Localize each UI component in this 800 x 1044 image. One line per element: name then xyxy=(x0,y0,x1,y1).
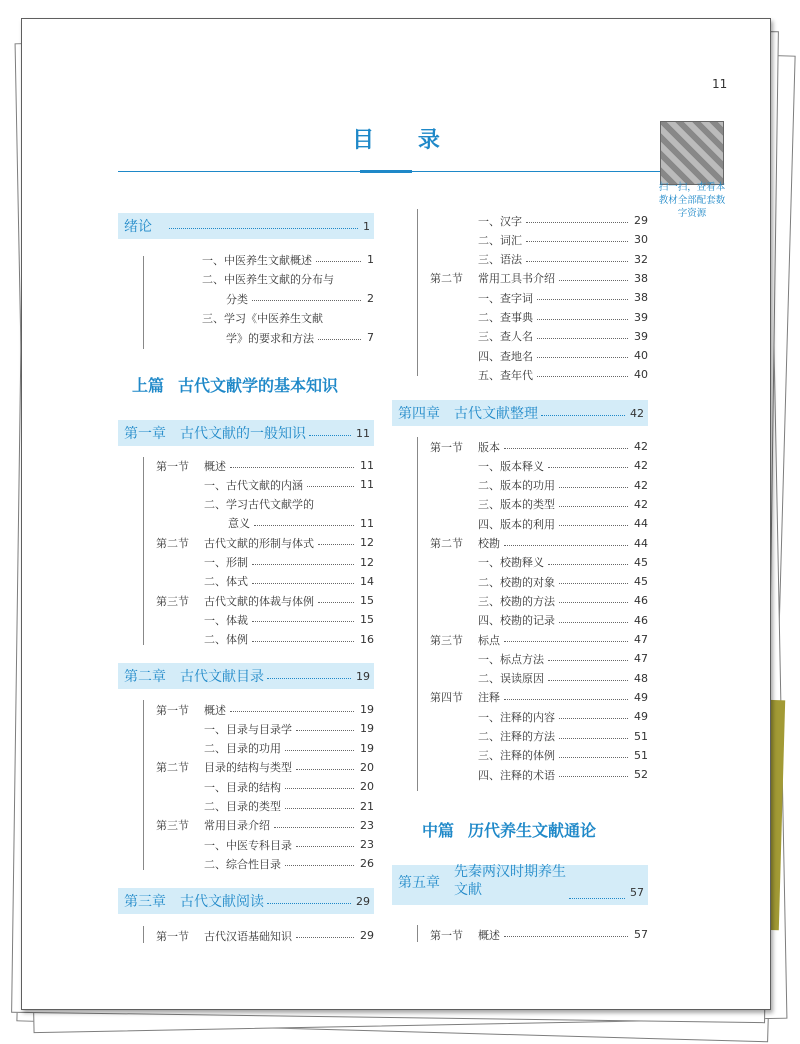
toc-entry[interactable] xyxy=(430,553,648,572)
entry-page: 48 xyxy=(634,671,648,685)
entry-title: 二、体例 xyxy=(204,633,248,647)
chapter-5-title-line1: 先秦两汉时期养生 xyxy=(454,864,566,880)
entry-page: 19 xyxy=(360,703,374,716)
entry-title: 标点 xyxy=(478,633,500,647)
part-2-label: 中篇 xyxy=(422,821,455,840)
leader-dots xyxy=(504,545,628,546)
toc-entry[interactable] xyxy=(430,727,648,746)
chapter-2-page: 19 xyxy=(356,669,370,683)
leader-dots xyxy=(316,261,361,262)
toc-entry[interactable] xyxy=(202,309,374,328)
toc-entry[interactable] xyxy=(430,649,648,668)
entry-page: 16 xyxy=(360,632,374,646)
toc-entry[interactable] xyxy=(156,816,374,835)
entry-page: 12 xyxy=(360,555,374,569)
leader-dots xyxy=(548,467,628,468)
entry-page: 11 xyxy=(360,478,374,492)
toc-entry[interactable] xyxy=(156,719,374,738)
leader-dots xyxy=(559,583,628,584)
entry-page: 46 xyxy=(634,594,648,608)
toc-entry[interactable] xyxy=(430,630,648,649)
entry-title: 常用目录介绍 xyxy=(204,819,270,833)
section-number: 第三节 xyxy=(156,819,189,833)
entry-title: 一、目录的结构 xyxy=(204,780,281,794)
toc-page xyxy=(21,18,771,1010)
chapter-5-number: 第五章 xyxy=(398,875,440,891)
entry-page: 47 xyxy=(634,633,648,646)
entry-page: 38 xyxy=(634,271,648,285)
toc-entry[interactable] xyxy=(202,250,374,269)
entry-title: 三、校勘的方法 xyxy=(478,594,555,608)
entry-page: 20 xyxy=(360,760,374,774)
part-2-heading xyxy=(422,818,596,841)
intro-bar xyxy=(143,256,144,349)
entry-page: 29 xyxy=(360,929,374,942)
toc-entry[interactable] xyxy=(430,495,648,514)
section-number: 第一节 xyxy=(156,459,189,473)
chapter-2-heading[interactable] xyxy=(118,663,374,689)
entry-title: 分类 xyxy=(226,292,248,306)
entry-title: 二、误读原因 xyxy=(478,672,544,686)
part-1-heading xyxy=(132,373,338,396)
entry-page: 21 xyxy=(360,799,374,813)
entry-title: 一、古代文献的内涵 xyxy=(204,478,303,492)
leader-dots xyxy=(169,228,358,229)
leader-dots xyxy=(267,903,351,904)
leader-dots xyxy=(285,808,354,809)
chapter-5-title-line2: 文献 xyxy=(454,882,482,898)
section-number: 第一节 xyxy=(430,928,463,942)
chapter-2-bar xyxy=(143,700,144,870)
leader-dots xyxy=(318,602,354,603)
toc-entry[interactable] xyxy=(156,495,374,514)
leader-dots xyxy=(537,319,628,320)
toc-entry[interactable] xyxy=(430,365,648,384)
leader-dots xyxy=(252,564,354,565)
leader-dots xyxy=(559,602,628,603)
leader-dots xyxy=(569,898,625,899)
toc-entry[interactable] xyxy=(202,270,374,289)
part-1-label: 上篇 xyxy=(132,376,165,395)
entry-title: 一、注释的内容 xyxy=(478,710,555,724)
leader-dots xyxy=(296,730,354,731)
toc-entry[interactable] xyxy=(430,534,648,553)
entry-title: 古代文献的体裁与体例 xyxy=(204,594,314,608)
entry-page: 11 xyxy=(360,459,374,472)
entry-page: 47 xyxy=(634,652,648,666)
leader-dots xyxy=(252,300,361,301)
entry-title: 二、学习古代文献学的 xyxy=(204,498,314,512)
entry-title: 版本 xyxy=(478,440,500,454)
entry-page: 32 xyxy=(634,252,648,266)
leader-dots xyxy=(541,415,625,416)
leader-dots xyxy=(252,621,354,622)
toc-entry[interactable] xyxy=(430,269,648,288)
entry-page: 20 xyxy=(360,780,374,794)
entry-title: 一、标点方法 xyxy=(478,652,544,666)
entry-title: 概述 xyxy=(204,459,226,473)
leader-dots xyxy=(559,487,628,488)
toc-entry[interactable] xyxy=(430,611,648,630)
entry-page: 51 xyxy=(634,748,648,762)
qr-caption: 扫一扫，查看本教材全部配套数字资源 xyxy=(658,182,726,219)
entry-title: 一、中医养生文献概述 xyxy=(202,253,312,267)
toc-entry[interactable] xyxy=(156,533,374,552)
leader-dots xyxy=(548,680,628,681)
toc-entry[interactable] xyxy=(156,591,374,610)
entry-page: 46 xyxy=(634,613,648,627)
leader-dots xyxy=(504,936,628,937)
entry-title: 一、目录与目录学 xyxy=(204,722,292,736)
entry-title: 二、中医养生文献的分布与 xyxy=(202,273,334,286)
toc-entry[interactable] xyxy=(430,707,648,726)
toc-entry[interactable] xyxy=(430,288,648,307)
entry-page: 42 xyxy=(634,478,648,492)
chapter-1-number: 第一章 xyxy=(124,426,166,442)
entry-page: 40 xyxy=(634,368,648,382)
entry-title: 目录的结构与类型 xyxy=(204,761,292,775)
toc-entry[interactable] xyxy=(156,572,374,591)
leader-dots xyxy=(504,641,628,642)
leader-dots xyxy=(537,299,628,300)
chapter-3-title: 古代文献阅读 xyxy=(180,894,264,910)
intro-page: 1 xyxy=(363,219,370,233)
leader-dots xyxy=(285,788,354,789)
entry-page: 44 xyxy=(634,536,648,550)
entry-title: 四、校勘的记录 xyxy=(478,614,555,628)
chapter-5-bar xyxy=(417,925,418,942)
entry-page: 29 xyxy=(634,214,648,227)
leader-dots xyxy=(230,467,354,468)
entry-page: 12 xyxy=(360,536,374,550)
leader-dots xyxy=(526,222,628,223)
entry-page: 45 xyxy=(634,555,648,569)
entry-page: 1 xyxy=(367,253,374,266)
entry-title: 二、查事典 xyxy=(478,311,533,324)
toc-entry[interactable] xyxy=(156,630,374,649)
entry-title: 一、中医专科目录 xyxy=(204,838,292,852)
qr-code-icon[interactable] xyxy=(660,121,724,185)
entry-title: 一、校勘释义 xyxy=(478,556,544,570)
continued-bar xyxy=(417,209,418,376)
section-number: 第三节 xyxy=(156,594,189,608)
section-number: 第二节 xyxy=(430,272,463,286)
chapter-5-heading[interactable] xyxy=(392,865,648,905)
entry-title: 一、版本释义 xyxy=(478,459,544,473)
chapter-1-page: 11 xyxy=(356,426,370,440)
entry-title: 一、形制 xyxy=(204,556,248,569)
entry-title: 五、查年代 xyxy=(478,368,533,382)
entry-page: 23 xyxy=(360,838,374,852)
entry-title: 一、查字词 xyxy=(478,291,533,305)
section-number: 第二节 xyxy=(156,536,189,550)
entry-title: 注释 xyxy=(478,691,500,705)
entry-title: 古代文献的形制与体式 xyxy=(204,536,314,550)
entry-title: 二、目录的类型 xyxy=(204,800,281,813)
toc-entry[interactable] xyxy=(156,854,374,873)
page-number: 11 xyxy=(712,77,728,91)
section-number: 第三节 xyxy=(430,633,463,647)
chapter-3-number: 第三章 xyxy=(124,894,166,910)
entry-page: 39 xyxy=(634,329,648,343)
leader-dots xyxy=(559,718,628,719)
entry-title: 三、语法 xyxy=(478,253,522,267)
toc-entry[interactable] xyxy=(430,476,648,495)
toc-entry[interactable] xyxy=(156,926,374,945)
leader-dots xyxy=(537,357,628,358)
entry-title: 四、注释的术语 xyxy=(478,768,555,782)
entry-page: 38 xyxy=(634,291,648,305)
toc-entry[interactable] xyxy=(430,514,648,533)
entry-title: 一、汉字 xyxy=(478,214,522,228)
leader-dots xyxy=(307,486,354,487)
part-2-name: 历代养生文献通论 xyxy=(468,821,597,840)
toc-entry[interactable] xyxy=(156,514,374,533)
toc-entry[interactable] xyxy=(430,230,648,249)
entry-title: 二、目录的功用 xyxy=(204,742,281,756)
leader-dots xyxy=(296,769,354,770)
entry-title: 三、学习《中医养生文献 xyxy=(202,312,323,325)
entry-page: 42 xyxy=(634,440,648,453)
chapter-2-title: 古代文献目录 xyxy=(180,669,264,685)
leader-dots xyxy=(548,660,628,661)
leader-dots xyxy=(537,338,628,339)
chapter-3-heading[interactable] xyxy=(118,888,374,914)
toc-entry[interactable] xyxy=(430,591,648,610)
leader-dots xyxy=(548,564,628,565)
toc-entry[interactable] xyxy=(202,289,374,308)
toc-entry[interactable] xyxy=(156,475,374,494)
entry-page: 15 xyxy=(360,594,374,608)
entry-title: 学》的要求和方法 xyxy=(226,331,314,345)
leader-dots xyxy=(318,339,361,340)
leader-dots xyxy=(296,937,354,938)
leader-dots xyxy=(309,435,351,436)
leader-dots xyxy=(559,622,628,623)
chapter-1-bar xyxy=(143,457,144,645)
toc-entry[interactable] xyxy=(430,669,648,688)
leader-dots xyxy=(252,641,354,642)
toc-entry[interactable] xyxy=(156,758,374,777)
leader-dots xyxy=(559,280,628,281)
chapter-3-page: 29 xyxy=(356,894,370,908)
leader-dots xyxy=(504,448,628,449)
page-title: 目 录 xyxy=(352,128,458,153)
section-number: 第二节 xyxy=(156,761,189,775)
chapter-4-bar xyxy=(417,437,418,791)
leader-dots xyxy=(274,827,354,828)
entry-page: 45 xyxy=(634,575,648,589)
leader-dots xyxy=(559,757,628,758)
chapter-4-heading[interactable] xyxy=(392,400,648,426)
leader-dots xyxy=(559,506,628,507)
leader-dots xyxy=(230,711,354,712)
toc-entry[interactable] xyxy=(156,739,374,758)
chapter-4-number: 第四章 xyxy=(398,406,440,422)
entry-title: 二、综合性目录 xyxy=(204,857,281,871)
entry-page: 44 xyxy=(634,517,648,531)
entry-page: 26 xyxy=(360,857,374,871)
chapter-1-heading[interactable] xyxy=(118,420,374,446)
entry-page: 19 xyxy=(360,722,374,736)
leader-dots xyxy=(285,865,354,866)
entry-title: 三、版本的类型 xyxy=(478,498,555,512)
toc-entry[interactable] xyxy=(156,835,374,854)
entry-title: 二、注释的方法 xyxy=(478,730,555,743)
entry-page: 57 xyxy=(634,928,648,941)
entry-page: 39 xyxy=(634,310,648,324)
leader-dots xyxy=(252,583,354,584)
leader-dots xyxy=(254,525,354,526)
toc-entry[interactable] xyxy=(156,777,374,796)
entry-title: 古代汉语基础知识 xyxy=(204,929,292,943)
chapter-5-title xyxy=(454,863,566,899)
toc-entry[interactable] xyxy=(156,553,374,572)
leader-dots xyxy=(559,738,628,739)
entry-title: 校勘 xyxy=(478,537,500,550)
leader-dots xyxy=(267,678,351,679)
entry-title: 三、注释的体例 xyxy=(478,749,555,763)
entry-page: 19 xyxy=(360,741,374,755)
chapter-4-title: 古代文献整理 xyxy=(454,406,538,422)
chapter-3-bar xyxy=(143,926,144,943)
entry-page: 14 xyxy=(360,574,374,588)
chapter-2-number: 第二章 xyxy=(124,669,166,685)
section-number: 第一节 xyxy=(156,929,189,943)
part-1-name: 古代文献学的基本知识 xyxy=(178,376,339,395)
toc-entry[interactable] xyxy=(430,308,648,327)
entry-title: 二、词汇 xyxy=(478,233,522,247)
entry-title: 意义 xyxy=(228,517,250,531)
entry-page: 51 xyxy=(634,729,648,743)
chapter-1-title: 古代文献的一般知识 xyxy=(180,426,306,442)
leader-dots xyxy=(504,699,628,700)
entry-page: 2 xyxy=(367,292,374,305)
toc-entry[interactable] xyxy=(430,572,648,591)
entry-page: 15 xyxy=(360,613,374,627)
section-number: 第一节 xyxy=(156,703,189,717)
toc-entry[interactable] xyxy=(156,610,374,629)
entry-page: 30 xyxy=(634,233,648,247)
entry-title: 常用工具书介绍 xyxy=(478,272,555,286)
chapter-4-page: 42 xyxy=(630,406,644,420)
entry-title: 四、版本的利用 xyxy=(478,517,555,531)
toc-entry[interactable] xyxy=(202,328,374,347)
toc-entry[interactable] xyxy=(430,746,648,765)
leader-dots xyxy=(559,525,628,526)
entry-title: 四、查地名 xyxy=(478,349,533,363)
section-number: 第四节 xyxy=(430,691,463,705)
intro-heading[interactable] xyxy=(118,213,374,239)
toc-entry[interactable] xyxy=(156,456,374,475)
toc-entry[interactable] xyxy=(430,250,648,269)
chapter-5-page: 57 xyxy=(630,886,644,899)
leader-dots xyxy=(537,376,628,377)
section-number: 第一节 xyxy=(430,440,463,454)
entry-page: 11 xyxy=(360,516,374,530)
section-number: 第二节 xyxy=(430,537,463,550)
entry-page: 42 xyxy=(634,497,648,511)
entry-page: 52 xyxy=(634,768,648,782)
toc-entry[interactable] xyxy=(430,327,648,346)
leader-dots xyxy=(526,261,628,262)
toc-entry[interactable] xyxy=(430,688,648,707)
toc-entry[interactable] xyxy=(156,797,374,816)
entry-title: 概述 xyxy=(204,703,226,717)
entry-title: 一、体裁 xyxy=(204,613,248,627)
entry-page: 23 xyxy=(360,818,374,832)
entry-page: 40 xyxy=(634,349,648,363)
leader-dots xyxy=(559,776,628,777)
entry-page: 42 xyxy=(634,459,648,473)
toc-entry[interactable] xyxy=(430,211,648,230)
entry-title: 概述 xyxy=(478,928,500,942)
toc-entry[interactable] xyxy=(430,765,648,784)
toc-entry[interactable] xyxy=(430,437,648,456)
intro-label: 绪论 xyxy=(124,219,152,235)
entry-title: 二、校勘的对象 xyxy=(478,575,555,589)
leader-dots xyxy=(318,544,354,545)
entry-title: 三、查人名 xyxy=(478,330,533,344)
toc-entry[interactable] xyxy=(430,456,648,475)
entry-page: 49 xyxy=(634,710,648,724)
entry-page: 49 xyxy=(634,690,648,704)
leader-dots xyxy=(285,750,354,751)
entry-title: 二、体式 xyxy=(204,575,248,589)
leader-dots xyxy=(296,846,354,847)
entry-title: 二、版本的功用 xyxy=(478,479,555,493)
title-rule-accent xyxy=(360,170,412,173)
toc-entry[interactable] xyxy=(430,925,648,944)
entry-page: 7 xyxy=(367,331,374,344)
toc-entry[interactable] xyxy=(156,700,374,719)
toc-entry[interactable] xyxy=(430,346,648,365)
leader-dots xyxy=(526,241,628,242)
